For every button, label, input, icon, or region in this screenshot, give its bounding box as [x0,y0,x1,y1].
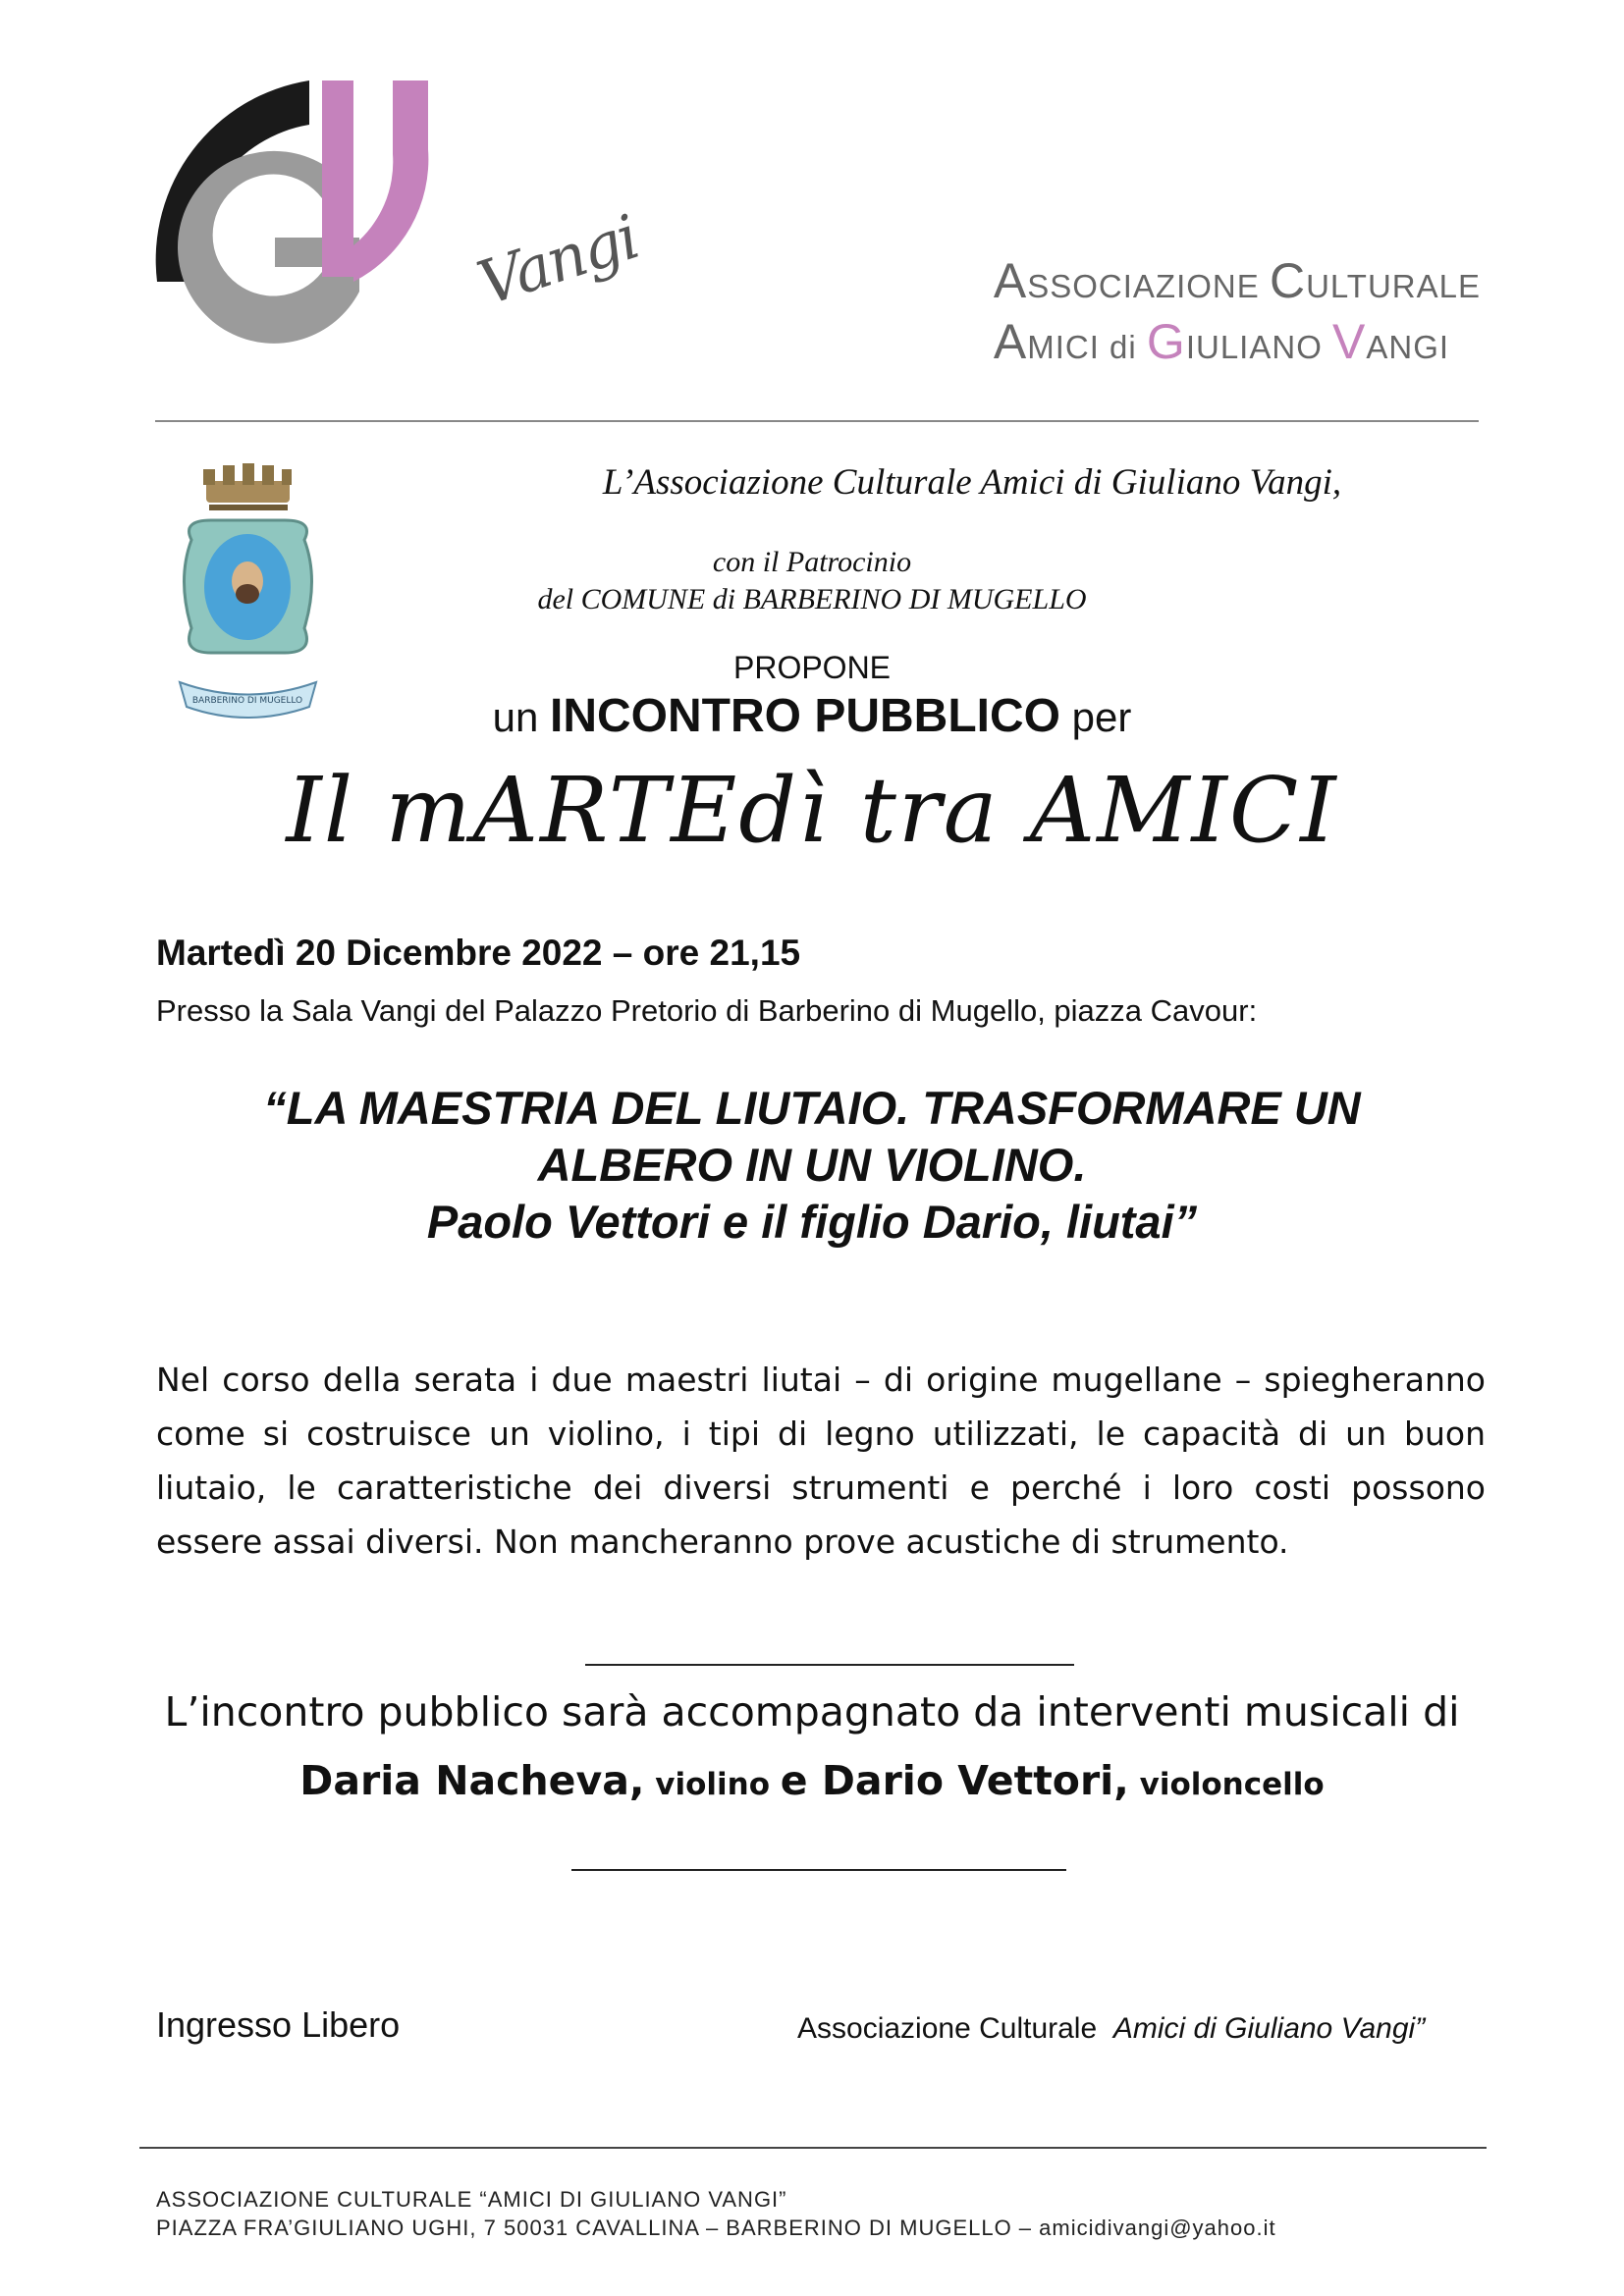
performer1-role: violino [644,1767,781,1802]
talk-title [0,1080,1624,1251]
divider-rule [585,1664,1074,1666]
event-description: Nel corso della serata i due maestri liutai – di origine mugellane – spiegheranno come si costruisce un violino, i tipi di legno utilizzati, le capacità di un buon liutaio, le caratteristiche dei diversi strumenti e perché i loro costi possono essere assai diversi. Non mancheranno prove acustiche di strumento. [156,1361,1486,1561]
association-header [994,253,1481,375]
incontro-line [0,689,1624,743]
main-title: Il mARTEdì tra AMICI [286,758,1338,863]
ingresso-libero: Ingresso Libero [156,2004,401,2045]
assoc-header-line2 [994,314,1481,375]
header-divider [155,420,1479,422]
incontro-post: per [1060,694,1132,740]
association-logo [147,71,481,365]
coat-label: BARBERINO DI MUGELLO [191,696,303,706]
intro-association-line: L’Associazione Culturale Amici di Giuliano Vangi, [602,462,1342,503]
performer2-role: violoncello [1128,1767,1325,1802]
logo-signature: Vangi [469,200,646,320]
association-signoff [797,2012,1425,2046]
signoff-name: Amici di Giuliano Vangi” [1112,2012,1426,2045]
footer-line2: PIAZZA FRA’GIULIANO UGHI, 7 50031 CAVALLINA – BARBERINO DI MUGELLO – amicidivangi@yahoo.it [156,2216,1276,2240]
assoc-l2-part: IULIANO [1185,329,1333,365]
assoc-l2-part: MICI di [1027,329,1147,365]
event-date-time: Martedì 20 Dicembre 2022 – ore 21,15 [156,933,801,973]
incontro-pre: un [492,694,551,740]
assoc-l1-part: SSOCIAZIONE [1027,268,1270,304]
event-venue: Presso la Sala Vangi del Palazzo Pretorio di Barberino di Mugello, piazza Cavour: [156,993,1258,1028]
assoc-l1-part: A [993,253,1028,308]
assoc-l2-part: ANGI [1366,329,1450,365]
patronage-line1: con il Patrocinio [712,546,912,578]
assoc-l2-part: V [1332,314,1367,369]
divider-rule [571,1869,1066,1871]
footer-divider [139,2147,1487,2149]
propone-label: PROPONE [732,650,892,685]
performer-conjunction: e [780,1757,822,1804]
performers-line [0,1757,1624,1804]
footer-line1: ASSOCIAZIONE CULTURALE “AMICI DI GIULIANO VANGI” [156,2187,787,2212]
music-intro: L’incontro pubblico sarà accompagnato da interventi musicali di [164,1688,1460,1735]
performer1-name: Daria Nacheva, [299,1757,645,1804]
patronage-line2: del COMUNE di BARBERINO DI MUGELLO [537,583,1087,615]
footer [156,2185,1276,2242]
incontro-bold: INCONTRO PUBBLICO [550,690,1060,742]
signoff-prefix: Associazione Culturale [797,2012,1113,2045]
assoc-l2-part: A [993,314,1028,369]
assoc-l1-part: C [1269,253,1307,308]
performer2-name: Dario Vettori, [821,1757,1129,1804]
talk-title-line: ALBERO IN UN VIOLINO. [537,1139,1087,1191]
assoc-header-line1 [994,253,1481,314]
assoc-l1-part: ULTURALE [1306,268,1481,304]
logo-pink-left-bar [322,80,353,277]
logo-pink-right-stroke [353,80,428,282]
talk-title-line: Paolo Vettori e il figlio Dario, liutai” [426,1196,1198,1248]
talk-title-line: “LA MAESTRIA DEL LIUTAIO. TRASFORMARE UN [263,1082,1361,1134]
assoc-l2-part: G [1146,314,1186,369]
